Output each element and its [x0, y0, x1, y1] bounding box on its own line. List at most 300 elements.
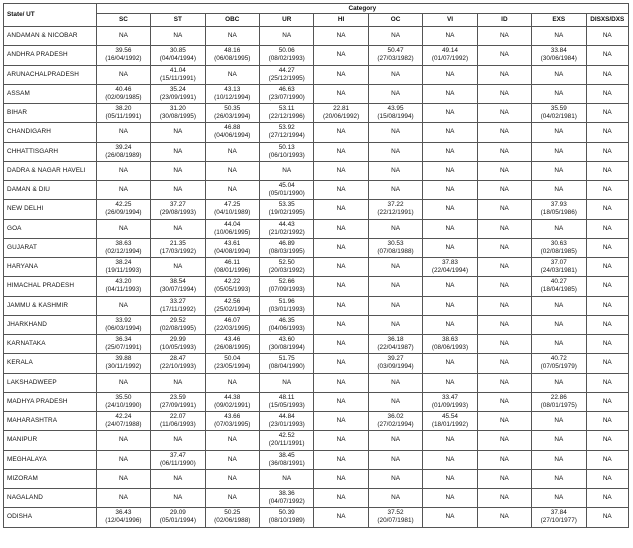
cell-date: (06/10/1993): [268, 151, 305, 159]
value-cell: [314, 335, 368, 354]
cell-score: 31.20: [169, 105, 186, 113]
value-cell: [586, 65, 628, 84]
cell-score: NA: [336, 474, 346, 482]
cell-score: NA: [336, 494, 346, 502]
value-cell: [314, 104, 368, 123]
cell-score: NA: [336, 320, 346, 328]
cell-score: NA: [602, 51, 612, 59]
value-cell: [532, 354, 586, 373]
cell-score: NA: [602, 89, 612, 97]
value-cell: [423, 450, 477, 469]
value-cell: [532, 27, 586, 46]
cell-score: NA: [336, 513, 346, 521]
cell-score: NA: [554, 378, 564, 386]
cell-score: NA: [282, 474, 292, 482]
value-cell: [423, 431, 477, 450]
cell-date: (08/06/1993): [431, 344, 469, 352]
cell-score: NA: [554, 89, 564, 97]
cell-score: NA: [445, 205, 455, 213]
cell-score: NA: [227, 32, 237, 40]
value-cell: [205, 200, 259, 219]
value-cell: [368, 277, 422, 296]
value-cell: [314, 354, 368, 373]
cell-score: 38.20: [115, 105, 132, 113]
table-row: [4, 104, 629, 123]
value-cell: [368, 315, 422, 334]
state-name-cell: HIMACHAL PRADESH: [4, 277, 97, 296]
value-cell: [532, 373, 586, 392]
cell-score: NA: [554, 340, 564, 348]
value-cell: [477, 450, 531, 469]
value-cell: [586, 200, 628, 219]
cell-score: 42.25: [115, 201, 132, 209]
cell-score: 48.16: [224, 47, 241, 55]
cell-score: NA: [118, 166, 128, 174]
value-cell: [532, 104, 586, 123]
cell-score: 42.24: [115, 413, 132, 421]
cell-score: NA: [336, 89, 346, 97]
value-cell: [368, 431, 422, 450]
data-table: [3, 3, 629, 528]
cell-date: (05/01/1990): [268, 190, 305, 198]
value-cell: [368, 373, 422, 392]
state-name-cell: ODISHA: [4, 508, 97, 527]
cell-score: 22.81: [333, 105, 350, 113]
value-cell: [259, 354, 313, 373]
value-cell: [151, 277, 205, 296]
value-cell: [96, 104, 150, 123]
cell-date: (07/08/1988): [377, 247, 414, 255]
cell-date: (17/11/1992): [159, 305, 196, 313]
value-cell: [532, 277, 586, 296]
cell-score: NA: [118, 224, 128, 232]
value-cell: [205, 84, 259, 103]
cell-score: 44.84: [278, 413, 295, 421]
value-cell: [151, 238, 205, 257]
value-cell: [586, 315, 628, 334]
cell-date: (02/08/1985): [540, 247, 577, 255]
value-cell: [477, 373, 531, 392]
value-cell: [259, 412, 313, 431]
cell-score: 42.52: [278, 432, 295, 440]
value-cell: [586, 469, 628, 488]
cell-score: NA: [602, 243, 612, 251]
cell-score: 30.63: [550, 239, 567, 247]
cell-date: (27/12/1994): [268, 132, 305, 140]
state-name-cell: CHANDIGARH: [4, 123, 97, 142]
cell-date: (08/03/1995): [268, 247, 305, 255]
cell-score: NA: [602, 494, 612, 502]
value-cell: [368, 161, 422, 180]
column-header-vi: VI: [423, 14, 477, 27]
value-cell: [368, 508, 422, 527]
table-row: [4, 450, 629, 469]
cell-score: 43.60: [278, 336, 295, 344]
value-cell: [368, 142, 422, 161]
value-cell: [314, 123, 368, 142]
cell-score: 38.63: [115, 239, 132, 247]
cell-score: 22.86: [550, 393, 567, 401]
cell-date: (24/10/1990): [105, 401, 142, 409]
table-row: [4, 315, 629, 334]
value-cell: [259, 315, 313, 334]
value-cell: [259, 181, 313, 200]
cell-score: NA: [602, 378, 612, 386]
cell-date: (23/05/1994): [214, 363, 251, 371]
value-cell: [205, 258, 259, 277]
table-row: [4, 238, 629, 257]
cell-date: (06/11/1990): [159, 459, 196, 467]
value-cell: [368, 27, 422, 46]
cell-date: (02/09/1985): [105, 93, 142, 101]
value-cell: [259, 258, 313, 277]
value-cell: [368, 200, 422, 219]
cell-score: 22.07: [169, 413, 186, 421]
cell-score: 39.27: [387, 355, 404, 363]
value-cell: [205, 354, 259, 373]
cell-score: 43.66: [224, 413, 241, 421]
value-cell: [259, 27, 313, 46]
cell-score: NA: [445, 89, 455, 97]
state-name-cell: HARYANA: [4, 258, 97, 277]
cell-score: NA: [602, 340, 612, 348]
state-name-cell: MIZORAM: [4, 469, 97, 488]
cell-score: NA: [391, 494, 400, 502]
cell-score: NA: [336, 301, 346, 309]
cell-date: (23/09/1991): [159, 93, 196, 101]
cell-score: NA: [445, 243, 455, 251]
value-cell: [259, 431, 313, 450]
value-cell: [314, 296, 368, 315]
cell-date: (04/04/1994): [159, 55, 196, 63]
cell-score: NA: [336, 224, 346, 232]
cell-score: NA: [445, 70, 455, 78]
value-cell: [96, 489, 150, 508]
cell-score: NA: [227, 186, 237, 194]
cell-score: NA: [602, 263, 612, 271]
value-cell: [586, 450, 628, 469]
table-row: [4, 392, 629, 411]
cell-score: NA: [445, 186, 455, 194]
cell-score: NA: [445, 378, 455, 386]
cell-score: NA: [391, 89, 400, 97]
value-cell: [423, 238, 477, 257]
state-name-cell: ARUNACHALPRADESH: [4, 65, 97, 84]
cell-score: 50.06: [278, 47, 295, 55]
value-cell: [532, 142, 586, 161]
cell-score: 50.35: [224, 105, 241, 113]
value-cell: [151, 469, 205, 488]
cell-score: NA: [602, 70, 612, 78]
cell-score: NA: [118, 32, 128, 40]
value-cell: [314, 200, 368, 219]
cell-score: NA: [445, 513, 455, 521]
value-cell: [205, 277, 259, 296]
cell-score: NA: [391, 320, 400, 328]
state-name-cell: MADHYA PRADESH: [4, 392, 97, 411]
value-cell: [477, 65, 531, 84]
cell-date: (10/12/1994): [214, 93, 251, 101]
value-cell: [259, 161, 313, 180]
cell-score: NA: [602, 320, 612, 328]
value-cell: [423, 315, 477, 334]
cell-score: 38.63: [441, 336, 458, 344]
column-header-disxs-dxs: DISXS/DXS: [586, 14, 628, 27]
cell-score: NA: [336, 205, 346, 213]
cell-score: 46.07: [224, 316, 241, 324]
value-cell: [151, 84, 205, 103]
table-row: [4, 508, 629, 527]
value-cell: [532, 46, 586, 65]
value-cell: [205, 123, 259, 142]
value-cell: [96, 315, 150, 334]
value-cell: [259, 65, 313, 84]
cell-score: NA: [391, 70, 400, 78]
state-name-cell: JHARKHAND: [4, 315, 97, 334]
cell-date: (03/09/1994): [377, 363, 414, 371]
cell-score: NA: [602, 455, 612, 463]
value-cell: [314, 181, 368, 200]
cell-score: NA: [602, 109, 612, 117]
cell-score: NA: [282, 378, 292, 386]
table-row: [4, 412, 629, 431]
value-cell: [151, 354, 205, 373]
cell-score: NA: [445, 301, 455, 309]
value-cell: [368, 181, 422, 200]
value-cell: [314, 489, 368, 508]
value-cell: [423, 65, 477, 84]
cell-score: 43.61: [224, 239, 241, 247]
cell-score: NA: [336, 243, 346, 251]
cell-date: (25/07/1991): [105, 344, 142, 352]
cell-score: 43.20: [115, 278, 132, 286]
value-cell: [423, 508, 477, 527]
cell-date: (30/07/1994): [159, 286, 196, 294]
cell-date: (02/12/1994): [105, 247, 142, 255]
cell-score: NA: [336, 397, 346, 405]
cell-score: NA: [227, 455, 237, 463]
state-name-cell: MANIPUR: [4, 431, 97, 450]
cell-score: NA: [391, 224, 400, 232]
table-row: [4, 123, 629, 142]
cell-score: 37.93: [550, 201, 567, 209]
cell-date: (01/09/1993): [431, 401, 469, 409]
value-cell: [96, 392, 150, 411]
cell-score: 50.04: [224, 355, 241, 363]
cell-date: (08/02/1993): [268, 55, 305, 63]
state-name-cell: NAGALAND: [4, 489, 97, 508]
column-header-ur: UR: [259, 14, 313, 27]
cell-score: NA: [602, 205, 612, 213]
table-row: [4, 296, 629, 315]
cell-score: NA: [445, 455, 455, 463]
cell-date: (27/09/1991): [159, 401, 196, 409]
value-cell: [368, 65, 422, 84]
cell-score: NA: [554, 417, 564, 425]
cell-score: NA: [499, 109, 509, 117]
cell-score: NA: [173, 147, 183, 155]
value-cell: [151, 392, 205, 411]
cell-date: (04/07/1992): [268, 498, 305, 506]
value-cell: [368, 123, 422, 142]
value-cell: [477, 508, 531, 527]
cell-score: NA: [118, 474, 128, 482]
cell-score: NA: [499, 301, 509, 309]
value-cell: [586, 296, 628, 315]
table-row: [4, 84, 629, 103]
cell-score: 36.43: [115, 509, 132, 517]
cell-date: (22/03/1995): [214, 324, 251, 332]
cell-score: NA: [499, 147, 509, 155]
cell-score: 41.04: [169, 66, 186, 74]
value-cell: [96, 431, 150, 450]
value-cell: [477, 392, 531, 411]
cell-score: NA: [602, 128, 612, 136]
cell-score: 52.50: [278, 259, 295, 267]
value-cell: [368, 335, 422, 354]
cell-score: NA: [602, 513, 612, 521]
value-cell: [477, 296, 531, 315]
state-name-cell: DAMAN & DIU: [4, 181, 97, 200]
value-cell: [532, 469, 586, 488]
cell-score: 38.36: [278, 490, 295, 498]
cell-score: NA: [602, 436, 612, 444]
cell-score: NA: [445, 320, 455, 328]
value-cell: [368, 238, 422, 257]
cell-score: 35.24: [169, 85, 186, 93]
state-name-cell: JAMMU & KASHMIR: [4, 296, 97, 315]
cell-date: (22/10/1993): [159, 363, 196, 371]
cell-score: 44.27: [278, 66, 295, 74]
value-cell: [259, 46, 313, 65]
cell-score: NA: [602, 282, 612, 290]
column-header-exs: EXS: [532, 14, 586, 27]
cell-score: 33.84: [550, 47, 567, 55]
value-cell: [151, 200, 205, 219]
cell-score: NA: [499, 474, 509, 482]
cell-date: (05/11/1991): [105, 113, 142, 121]
cell-score: NA: [173, 474, 183, 482]
cell-score: NA: [173, 378, 183, 386]
cell-date: (08/04/1990): [268, 363, 305, 371]
value-cell: [259, 104, 313, 123]
value-cell: [259, 489, 313, 508]
cell-date: (02/08/1995): [159, 324, 196, 332]
cell-score: 53.11: [278, 105, 295, 113]
value-cell: [151, 450, 205, 469]
cell-date: (30/11/1992): [105, 363, 142, 371]
table-row: [4, 431, 629, 450]
table-row: [4, 335, 629, 354]
value-cell: [314, 27, 368, 46]
cell-score: 40.27: [550, 278, 567, 286]
value-cell: [314, 65, 368, 84]
cell-score: 49.14: [441, 47, 458, 55]
value-cell: [423, 335, 477, 354]
cell-date: (08/01/1975): [540, 401, 577, 409]
cell-date: (17/03/1992): [159, 247, 196, 255]
cell-score: NA: [499, 513, 509, 521]
cell-score: NA: [554, 494, 564, 502]
value-cell: [423, 27, 477, 46]
cell-date: (26/03/1994): [214, 113, 251, 121]
value-cell: [423, 392, 477, 411]
state-name-cell: ANDAMAN & NICOBAR: [4, 27, 97, 46]
value-cell: [96, 238, 150, 257]
cell-date: (30/08/1994): [268, 344, 305, 352]
cell-score: 42.22: [224, 278, 241, 286]
cell-score: NA: [554, 455, 564, 463]
cell-score: NA: [336, 282, 346, 290]
value-cell: [532, 200, 586, 219]
cell-score: 44.04: [224, 220, 241, 228]
cell-date: (24/07/1988): [105, 421, 142, 429]
cell-score: NA: [554, 224, 564, 232]
cell-score: NA: [602, 474, 612, 482]
cell-score: NA: [173, 128, 183, 136]
cell-score: 37.22: [387, 201, 404, 209]
cell-score: NA: [173, 32, 183, 40]
value-cell: [151, 27, 205, 46]
column-header-obc: OBC: [205, 14, 259, 27]
value-cell: [586, 431, 628, 450]
value-cell: [477, 354, 531, 373]
value-cell: [477, 219, 531, 238]
value-cell: [477, 238, 531, 257]
cell-score: 46.89: [278, 239, 295, 247]
cell-score: 28.47: [169, 355, 186, 363]
cell-score: NA: [445, 128, 455, 136]
value-cell: [151, 46, 205, 65]
value-cell: [205, 142, 259, 161]
value-cell: [586, 277, 628, 296]
cell-date: (10/06/1995): [214, 228, 251, 236]
cell-date: (01/07/1992): [431, 55, 469, 63]
cell-score: NA: [336, 147, 346, 155]
cell-score: NA: [391, 301, 400, 309]
value-cell: [477, 181, 531, 200]
cell-score: 30.53: [387, 239, 404, 247]
value-cell: [151, 489, 205, 508]
table-row: [4, 142, 629, 161]
value-cell: [96, 469, 150, 488]
cell-score: NA: [118, 128, 128, 136]
cell-date: (20/07/1981): [377, 517, 414, 525]
cell-score: 39.24: [115, 143, 132, 151]
value-cell: [477, 123, 531, 142]
value-cell: [477, 315, 531, 334]
value-cell: [477, 489, 531, 508]
value-cell: [151, 431, 205, 450]
cell-score: 30.85: [169, 47, 186, 55]
cell-score: 38.24: [115, 259, 132, 267]
value-cell: [532, 161, 586, 180]
value-cell: [96, 27, 150, 46]
cell-score: 46.11: [224, 259, 241, 267]
table-row: [4, 354, 629, 373]
value-cell: [96, 181, 150, 200]
cell-score: 37.07: [550, 259, 567, 267]
cell-score: 33.47: [441, 393, 458, 401]
cell-score: NA: [602, 417, 612, 425]
table-row: [4, 46, 629, 65]
cell-date: (18/05/1986): [540, 209, 577, 217]
cell-date: (19/02/1995): [268, 209, 305, 217]
cell-date: (15/11/1991): [159, 74, 196, 82]
cell-score: 51.75: [278, 355, 295, 363]
value-cell: [532, 335, 586, 354]
value-cell: [205, 104, 259, 123]
